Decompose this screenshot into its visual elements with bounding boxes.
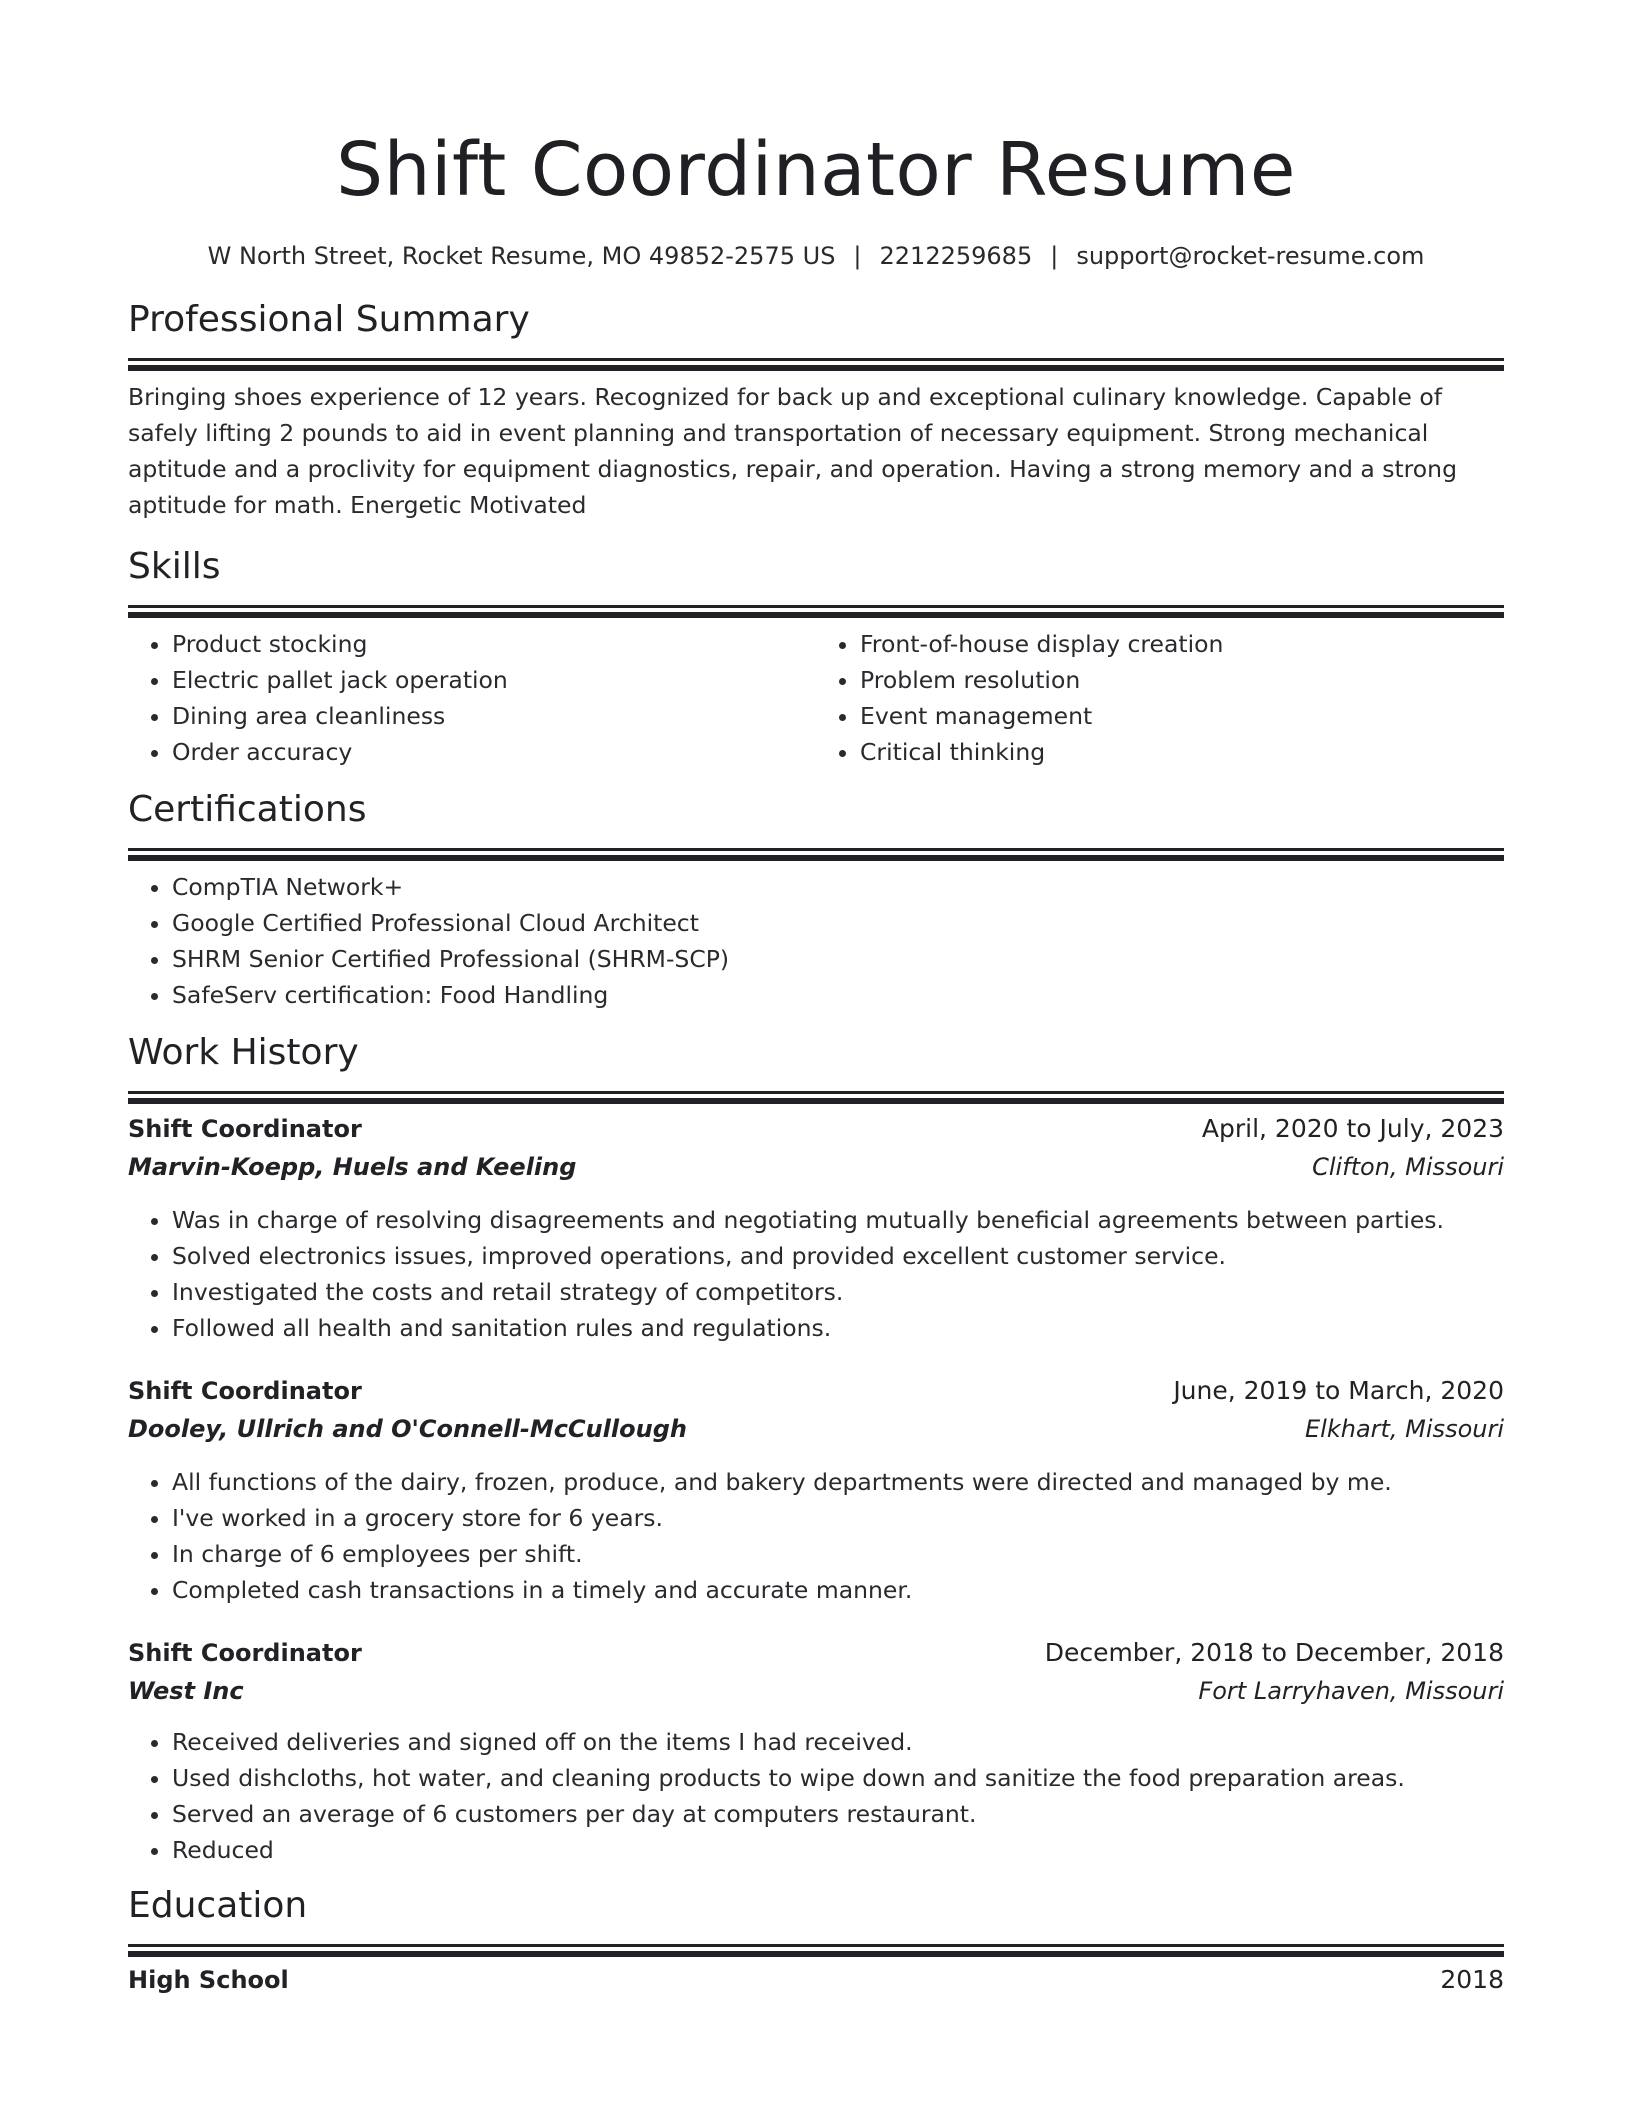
- job-location: Fort Larryhaven, Missouri: [1198, 1677, 1504, 1705]
- resume-title: Shift Coordinator Resume: [336, 127, 1296, 213]
- resume-page: [128, 0, 1504, 1999]
- skill-item: • Critical thinking: [860, 734, 1504, 770]
- job-header-row: [128, 1372, 1504, 1410]
- job-bullet: • Solved electronics issues, improved operations, and provided excellent customer service.: [172, 1238, 1504, 1274]
- skills-section: [128, 543, 1504, 770]
- job-bullet: • Reduced: [172, 1832, 1504, 1868]
- contact-email[interactable]: support@rocket-resume.com: [1076, 242, 1425, 270]
- job-entry: [128, 1634, 1504, 1868]
- job-bullet: • Used dishcloths, hot water, and cleaning products to wipe down and sanitize the food preparation areas.: [172, 1760, 1504, 1796]
- job-bullet: • Investigated the costs and retail strategy of competitors.: [172, 1274, 1504, 1310]
- job-company: Marvin-Koepp, Huels and Keeling: [128, 1153, 577, 1181]
- skill-item: • Problem resolution: [860, 662, 1504, 698]
- job-location: Clifton, Missouri: [1312, 1153, 1504, 1181]
- section-title-education: Education: [128, 1885, 308, 1926]
- job-header-row: [128, 1634, 1504, 1672]
- section-title-summary: Professional Summary: [128, 299, 530, 340]
- certification-item: • SHRM Senior Certified Professional (SHRM-SCP): [172, 941, 1504, 977]
- education-section: [128, 1882, 1504, 1999]
- certification-item: • CompTIA Network+: [172, 869, 1504, 905]
- job-dates: December, 2018 to December, 2018: [1044, 1638, 1504, 1667]
- job-location: Elkhart, Missouri: [1305, 1415, 1504, 1443]
- section-divider: [128, 1944, 1504, 1947]
- contact-address: W North Street, Rocket Resume, MO 49852-2575 US: [207, 242, 836, 270]
- education-year: 2018: [1440, 1965, 1504, 1994]
- section-title-skills: Skills: [128, 546, 221, 587]
- contact-separator: |: [1050, 242, 1059, 270]
- job-entry: [128, 1372, 1504, 1608]
- section-divider: [128, 358, 1504, 361]
- job-header-row: [128, 1110, 1504, 1148]
- job-bullets: [128, 1202, 1504, 1346]
- work-history-section: [128, 1029, 1504, 1868]
- job-bullet: • In charge of 6 employees per shift.: [172, 1536, 1504, 1572]
- skill-item: • Front-of-house display creation: [860, 626, 1504, 662]
- job-company-row: [128, 1672, 1504, 1710]
- certification-item: • Google Certified Professional Cloud Architect: [172, 905, 1504, 941]
- job-bullet: • I've worked in a grocery store for 6 years.: [172, 1500, 1504, 1536]
- job-entry: [128, 1110, 1504, 1346]
- certification-item: • SafeServ certification: Food Handling: [172, 977, 1504, 1013]
- skill-item: • Order accuracy: [172, 734, 816, 770]
- job-title: Shift Coordinator: [128, 1377, 362, 1405]
- job-bullets: [128, 1724, 1504, 1868]
- skill-item: • Event management: [860, 698, 1504, 734]
- job-dates: April, 2020 to July, 2023: [1201, 1114, 1504, 1143]
- summary-section: [128, 296, 1504, 523]
- job-bullet: • Was in charge of resolving disagreements and negotiating mutually beneficial agreements between parties.: [172, 1202, 1504, 1238]
- section-title-certifications: Certifications: [128, 789, 367, 830]
- contact-phone: 2212259685: [879, 242, 1033, 270]
- contact-line: [128, 238, 1504, 274]
- job-bullet: • Followed all health and sanitation rules and regulations.: [172, 1310, 1504, 1346]
- certifications-section: [128, 786, 1504, 1013]
- job-company-row: [128, 1148, 1504, 1186]
- certifications-list: [128, 869, 1504, 1013]
- section-divider: [128, 605, 1504, 608]
- skill-item: • Dining area cleanliness: [172, 698, 816, 734]
- job-bullet: • Received deliveries and signed off on the items I had received.: [172, 1724, 1504, 1760]
- job-bullet: • All functions of the dairy, frozen, produce, and bakery departments were directed and managed by me.: [172, 1464, 1504, 1500]
- job-bullet: • Completed cash transactions in a timely and accurate manner.: [172, 1572, 1504, 1608]
- skills-grid: [128, 626, 1504, 770]
- job-bullet: • Served an average of 6 customers per day at computers restaurant.: [172, 1796, 1504, 1832]
- job-title: Shift Coordinator: [128, 1115, 362, 1143]
- job-dates: June, 2019 to March, 2020: [1173, 1376, 1504, 1405]
- job-company: Dooley, Ullrich and O'Connell-McCullough: [128, 1415, 687, 1443]
- education-row: [128, 1961, 1504, 1999]
- education-school: High School: [128, 1966, 289, 1994]
- job-company-row: [128, 1410, 1504, 1448]
- section-divider: [128, 848, 1504, 851]
- job-company: West Inc: [128, 1677, 244, 1705]
- skill-item: • Electric pallet jack operation: [172, 662, 816, 698]
- skill-item: • Product stocking: [172, 626, 816, 662]
- contact-separator: |: [853, 242, 862, 270]
- section-divider: [128, 1091, 1504, 1094]
- skills-list-right: [816, 626, 1504, 770]
- skills-list-left: [128, 626, 816, 770]
- job-title: Shift Coordinator: [128, 1639, 362, 1667]
- job-bullets: [128, 1464, 1504, 1608]
- summary-text: Bringing shoes experience of 12 years. Recognized for back up and exceptional culinary knowledge. Capable of safely lifting 2 pounds to aid in event planning and transportation of necessary equipment. Strong mechanical aptitude and a proclivity for equipment diagnostics, repair, and operation. Having a strong memory and a strong aptitude for math. Energetic Motivated: [128, 383, 1457, 519]
- section-title-work-history: Work History: [128, 1032, 359, 1073]
